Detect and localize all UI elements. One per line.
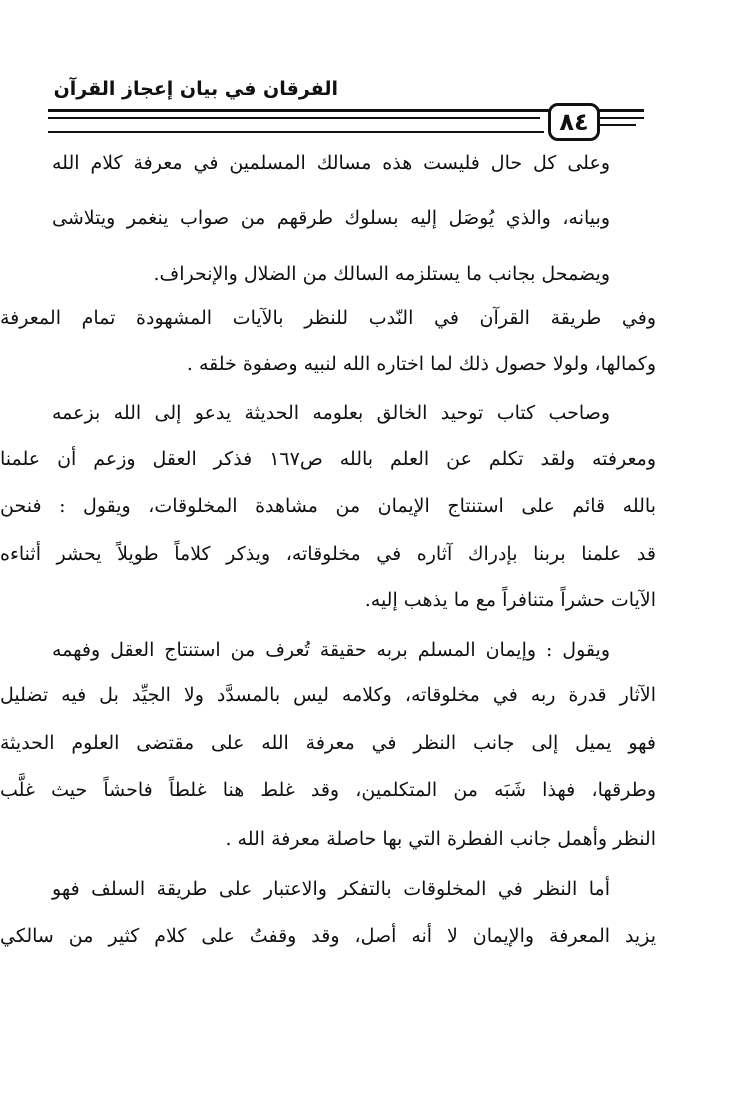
text-line: بالله قائم على استنتاج الإيمان من مشاهدة المخلوقات، ويقول : فنحن [0, 495, 656, 517]
text-line: وصاحب كتاب توحيد الخالق بعلومه الحديثة يدعو إلى الله بزعمه [52, 402, 610, 424]
page-number: ٨٤ [548, 103, 600, 141]
header-rule-left-upper [48, 117, 540, 119]
text-line: وكمالها، ولولا حصول ذلك لما اختاره الله لنبيه وصفوة خلقه . [186, 353, 656, 375]
text-line: فهو يميل إلى جانب النظر في معرفة الله على مقتضى العلوم الحديثة [0, 732, 656, 754]
text-line: الآيات حشراً متنافراً مع ما يذهب إليه. [364, 589, 656, 611]
text-line: وعلى كل حال فليست هذه مسالك المسلمين في معرفة كلام الله [52, 152, 610, 174]
text-line: الآثار قدرة ربه في مخلوقاته، وكلامه ليس بالمسدَّد ولا الجيِّد بل فيه تضليل [0, 684, 656, 706]
header-rule-right-upper [598, 117, 644, 119]
text-line: يزيد المعرفة والإيمان لا أنه أصل، وقد وقفتُ على كلام كثير من سالكي [0, 925, 656, 947]
text-line: النظر وأهمل جانب الفطرة التي بها حاصلة معرفة الله . [225, 828, 656, 850]
text-line: ويضمحل بجانب ما يستلزمه السالك من الضلال والإنحراف. [153, 263, 610, 285]
text-line: أما النظر في المخلوقات بالتفكر والاعتبار على طريقة السلف فهو [52, 878, 610, 900]
text-line: ومعرفته ولقد تكلم عن العلم بالله ص١٦٧ فذكر العقل وزعم أن علمنا [0, 448, 656, 470]
text-line: وطرقها، فهذا شَبَه من المتكلمين، وقد غلط هنا غلطاً فاحشاً حيث غلَّب [0, 779, 656, 801]
text-line: ويقول : وإيمان المسلم بربه حقيقة تُعرف من استنتاج العقل وفهمه [52, 639, 610, 661]
header-rule-left-lower [48, 131, 544, 133]
text-line: قد علمنا بربنا بإدراك آثاره في مخلوقاته، ويذكر كلاماً طويلاً يحشر أثناءه [0, 543, 656, 565]
header-rule-right-lower [598, 124, 636, 126]
text-line: وفي طريقة القرآن في النّدب للنظر بالآيات المشهودة تمام المعرفة [0, 307, 656, 329]
text-line: وبيانه، والذي يُوصَل إليه بسلوك طرقهم من صواب ينغمر ويتلاشى [52, 207, 610, 229]
running-title: الفرقان في بيان إعجاز القرآن [53, 78, 338, 100]
